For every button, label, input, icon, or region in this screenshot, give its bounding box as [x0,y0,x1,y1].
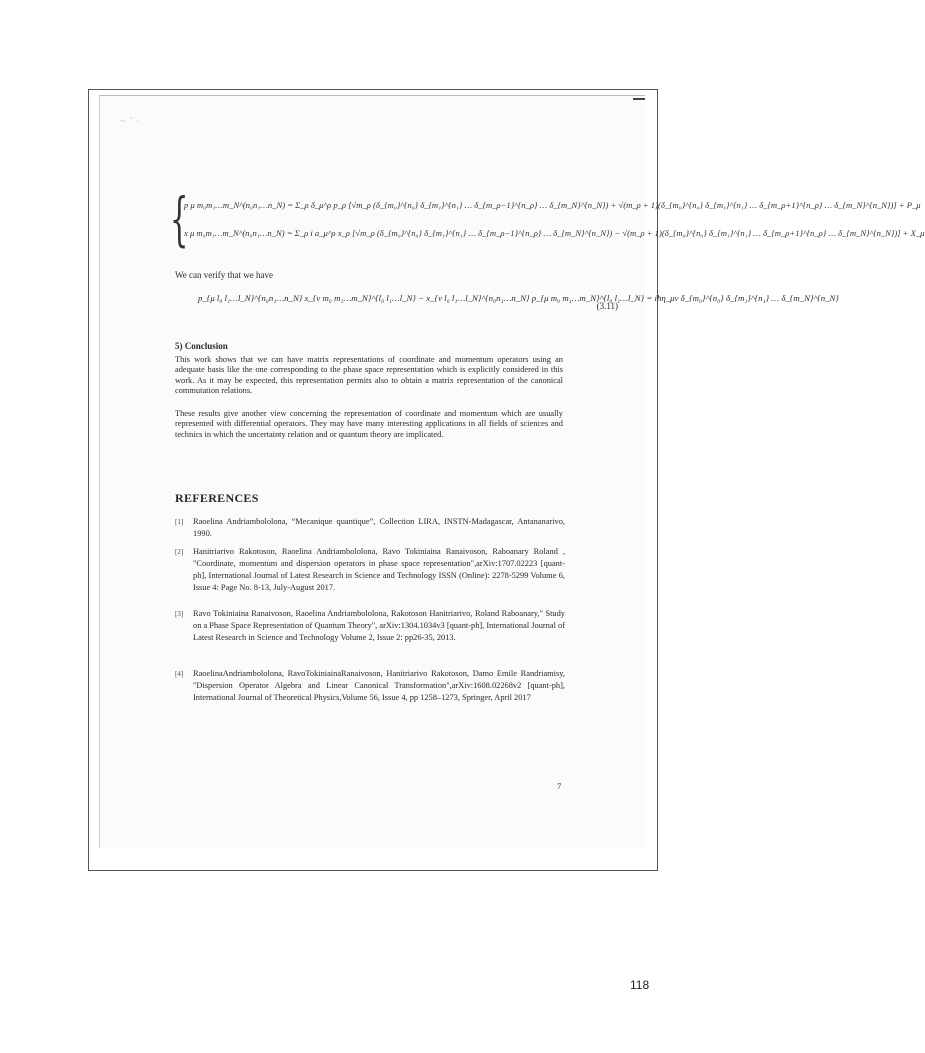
conclusion-paragraph-1: This work shows that we can have matrix representations of coordinate and momentum operators using an adequate basis like the one corresponding to the phase space representation which is explicitly considered in this work. As it may be expected, this representation permits also to obtain a matrix representation of the canonical commutation relations. [175,355,563,396]
conclusion-heading: 5) Conclusion [175,341,228,351]
equation-line-momentum: p μ m₀m₁…m_N^(n₀n₁…n_N) = Σ_ρ δ_μ^ρ p_ρ [√m_ρ (δ_{m₀}^{n₀} δ_{m₁}^{n₁} … δ_{m_ρ−1}^{n_ρ} … δ_{m_N}^{n_N}) + √(m_ρ + 1)(δ_{m₀}^{n₀} δ_{m₁}^{n₁} … δ_{m_ρ+1}^{n_ρ} … δ_{m_N}^{n_N})] + P_μ [184,200,921,210]
conclusion-paragraph-2: These results give another view concerning the representation of coordinate and momentum which are usually represented with differential operators. They may have many interesting applications in all fields of sciences and technics in which the uncertainty relation and or quantum theory are implicated. [175,409,563,439]
scan-smudge: ~ ˜ · [120,116,140,126]
commutation-formula: p_{μ l₀ l₁…l_N}^{n₀n₁…n_N} x_{ν m₀ m₁…m_N}^{l₀ l₁…l_N} − x_{ν l₀ l₁…l_N}^{n₀n₁…n_N} p_{μ m₀ m₁…m_N}^{l₀ l₁…l_N} = iħη_μν δ_{m₀}^{n₀} δ_{m₁}^{n₁} … δ_{m_N}^{n_N} [198,293,839,303]
scan-mark [633,98,645,100]
lead-sentence: We can verify that we have [175,270,273,280]
page-number: 118 [630,978,650,992]
reference-text: Hanitriarivo Rakotoson, Raoelina Andriambololona, Ravo Tokiniaina Ranaivoson, Raboanary Roland , "Coordinate, momentum and dispersion operators in phase space representation",arXiv:1707.02223 [quant-ph], International Journal of Latest Research in Science and Technology ISSN (Online): 2278-5299 Volume 6, Issue 4: Page No. 8-13, July-August 2017. [193,547,565,592]
reference-item [175,546,565,594]
brace-symbol: { [170,185,189,253]
equation-line-coordinate: x μ m₀m₁…m_N^(n₀n₁…n_N) = Σ_ρ i a_μ^ρ x_ρ [√m_ρ (δ_{m₀}^{n₀} δ_{m₁}^{n₁} … δ_{m_ρ−1}^{n_ρ} … δ_{m_N}^{n_N}) − √(m_ρ + 1)(δ_{m₀}^{n₀} δ_{m₁}^{n₁} … δ_{m_ρ+1}^{n_ρ} … δ_{m_N}^{n_N})] + X_μ [184,228,925,238]
reference-number: [1] [175,518,184,526]
equation-number: (3.11) [596,301,618,311]
reference-item [175,608,565,644]
reference-number: [4] [175,670,184,678]
reference-number: [3] [175,610,184,618]
reference-item [175,516,565,540]
reference-item [175,668,565,704]
reference-text: Raoelina Andriambololona, “Mecanique quantique”, Collection LIRA, INSTN-Madagascar, Antananarivo, 1990. [193,517,565,538]
reference-text: RaoelinaAndriambololona, RavoTokiniainaRanaivoson, Hanitriarivo Rakotoson, Damo Emile Randriamisy, "Dispersion Operator Algebra and Linear Canonical Transformation",arXiv:1608.02268v2 [quant-ph], International Journal of Theoretical Physics,Volume 56, Issue 4, pp 1258–1273, Springer, April 2017 [193,669,565,702]
equation-system [170,185,925,253]
inner-page-number: 7 [557,781,562,791]
reference-number: [2] [175,548,184,556]
reference-text: Ravo Tokiniaina Ranaivoson, Raoelina Andriambololona, Rakotoson Hanitriarivo, Roland Raboanary," Study on a Phase Space Representation of Quantum Theory", arXiv:1304.1034v3 [quant-ph], International Journal of Latest Research in Science and Technology Volume 2, Issue 2: pp26-35, 2013. [193,609,565,642]
references-heading: REFERENCES [175,491,259,505]
scanned-page [99,95,925,848]
commutation-equation [198,293,839,315]
